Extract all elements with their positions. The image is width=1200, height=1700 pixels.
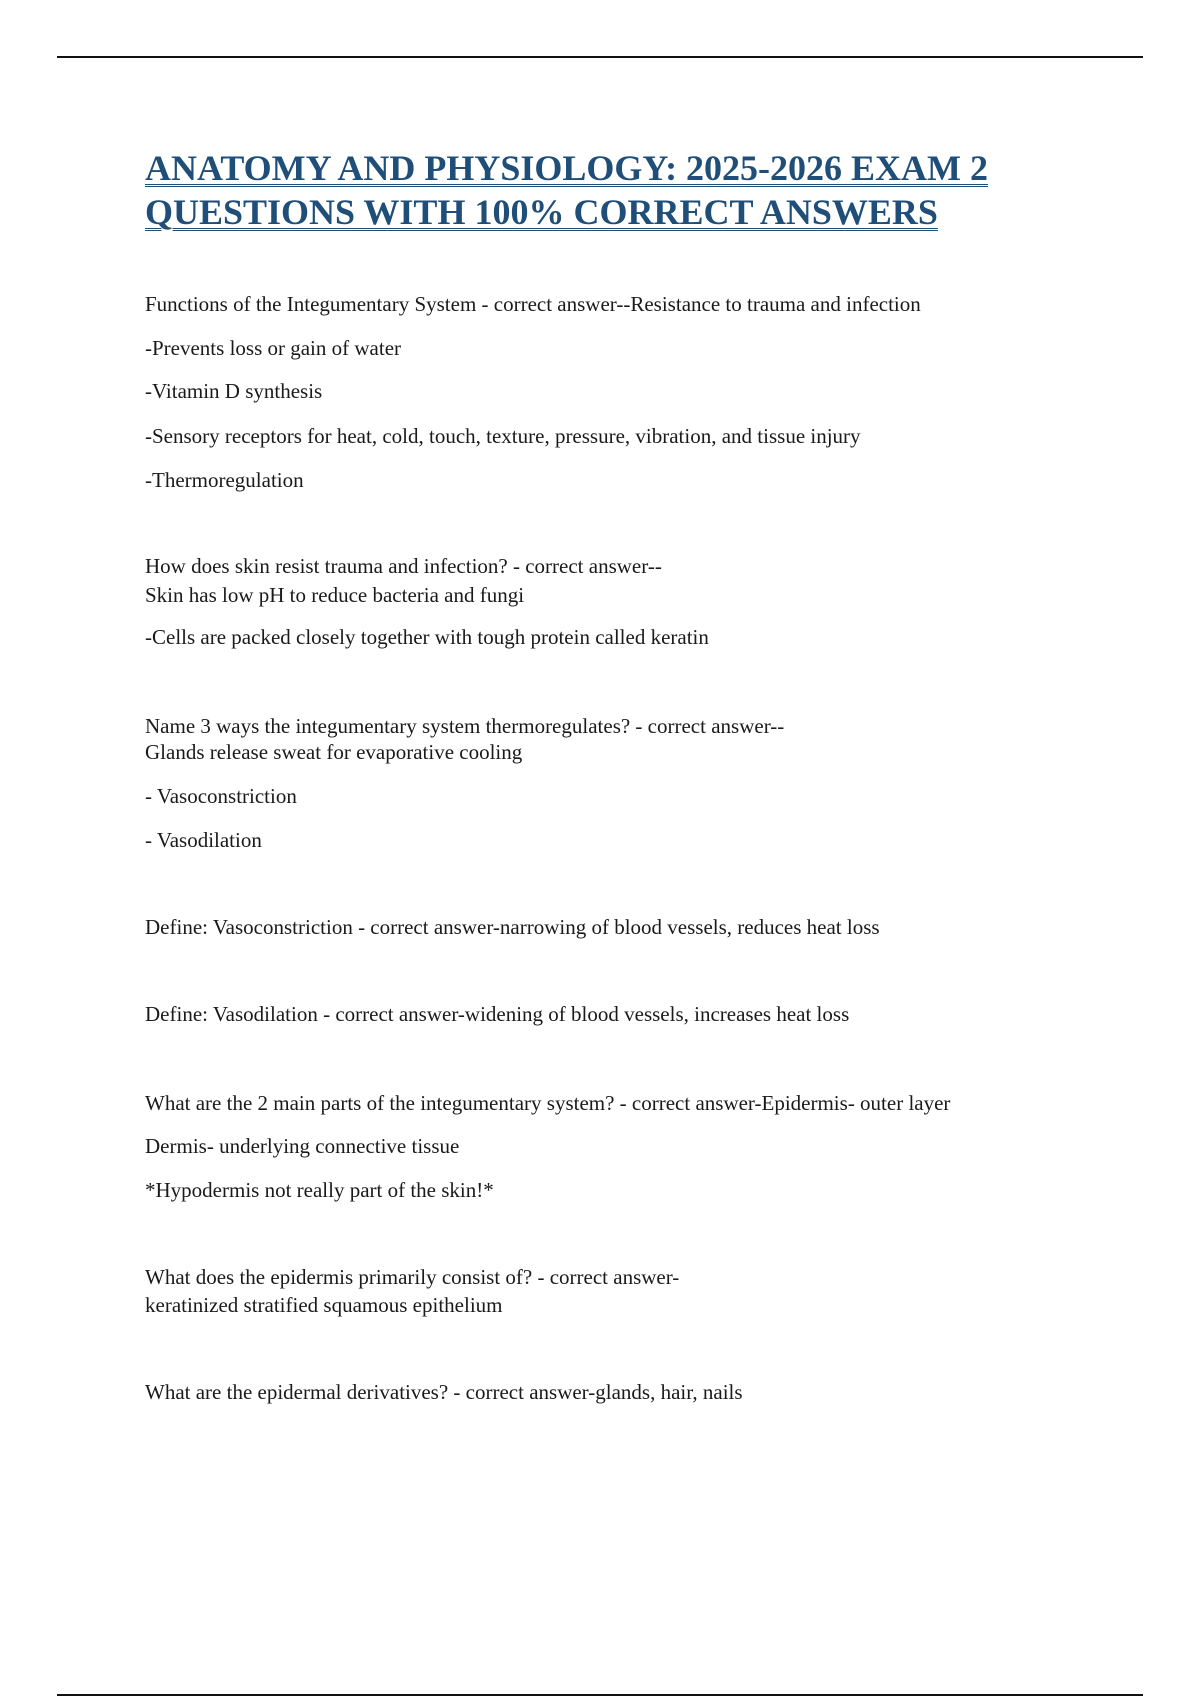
text-line: *Hypodermis not really part of the skin!* bbox=[145, 1178, 494, 1202]
text-line: -Sensory receptors for heat, cold, touch, texture, pressure, vibration, and tissue injury bbox=[145, 424, 861, 448]
text-line: What are the 2 main parts of the integumentary system? - correct answer-Epidermis- outer layer bbox=[145, 1091, 951, 1115]
text-line: How does skin resist trauma and infection? - correct answer-- bbox=[145, 554, 662, 578]
text-line: -Thermoregulation bbox=[145, 468, 304, 492]
text-line: Functions of the Integumentary System - correct answer--Resistance to trauma and infection bbox=[145, 292, 921, 316]
text-line: Define: Vasoconstriction - correct answer-narrowing of blood vessels, reduces heat loss bbox=[145, 915, 880, 939]
text-line: Skin has low pH to reduce bacteria and fungi bbox=[145, 583, 525, 607]
text-line: - Vasodilation bbox=[145, 828, 262, 852]
document-title bbox=[145, 146, 1045, 234]
text-line: Name 3 ways the integumentary system thermoregulates? - correct answer-- bbox=[145, 714, 785, 738]
text-line: Glands release sweat for evaporative cooling bbox=[145, 740, 523, 764]
text-line: -Cells are packed closely together with tough protein called keratin bbox=[145, 625, 709, 649]
text-line: -Prevents loss or gain of water bbox=[145, 336, 402, 360]
text-line: keratinized stratified squamous epithelium bbox=[145, 1293, 503, 1317]
header-rule bbox=[57, 56, 1143, 58]
footer-rule bbox=[57, 1694, 1143, 1696]
text-line: What does the epidermis primarily consist of? - correct answer- bbox=[145, 1265, 680, 1289]
text-line: Dermis- underlying connective tissue bbox=[145, 1134, 460, 1158]
text-line: What are the epidermal derivatives? - correct answer-glands, hair, nails bbox=[145, 1380, 743, 1404]
title-line-1: ANATOMY AND PHYSIOLOGY: 2025-2026 EXAM 2 bbox=[145, 148, 989, 188]
text-line: Define: Vasodilation - correct answer-widening of blood vessels, increases heat loss bbox=[145, 1002, 850, 1026]
title-line-2: QUESTIONS WITH 100% CORRECT ANSWERS bbox=[145, 192, 938, 232]
text-line: - Vasoconstriction bbox=[145, 784, 297, 808]
text-line: -Vitamin D synthesis bbox=[145, 379, 323, 403]
